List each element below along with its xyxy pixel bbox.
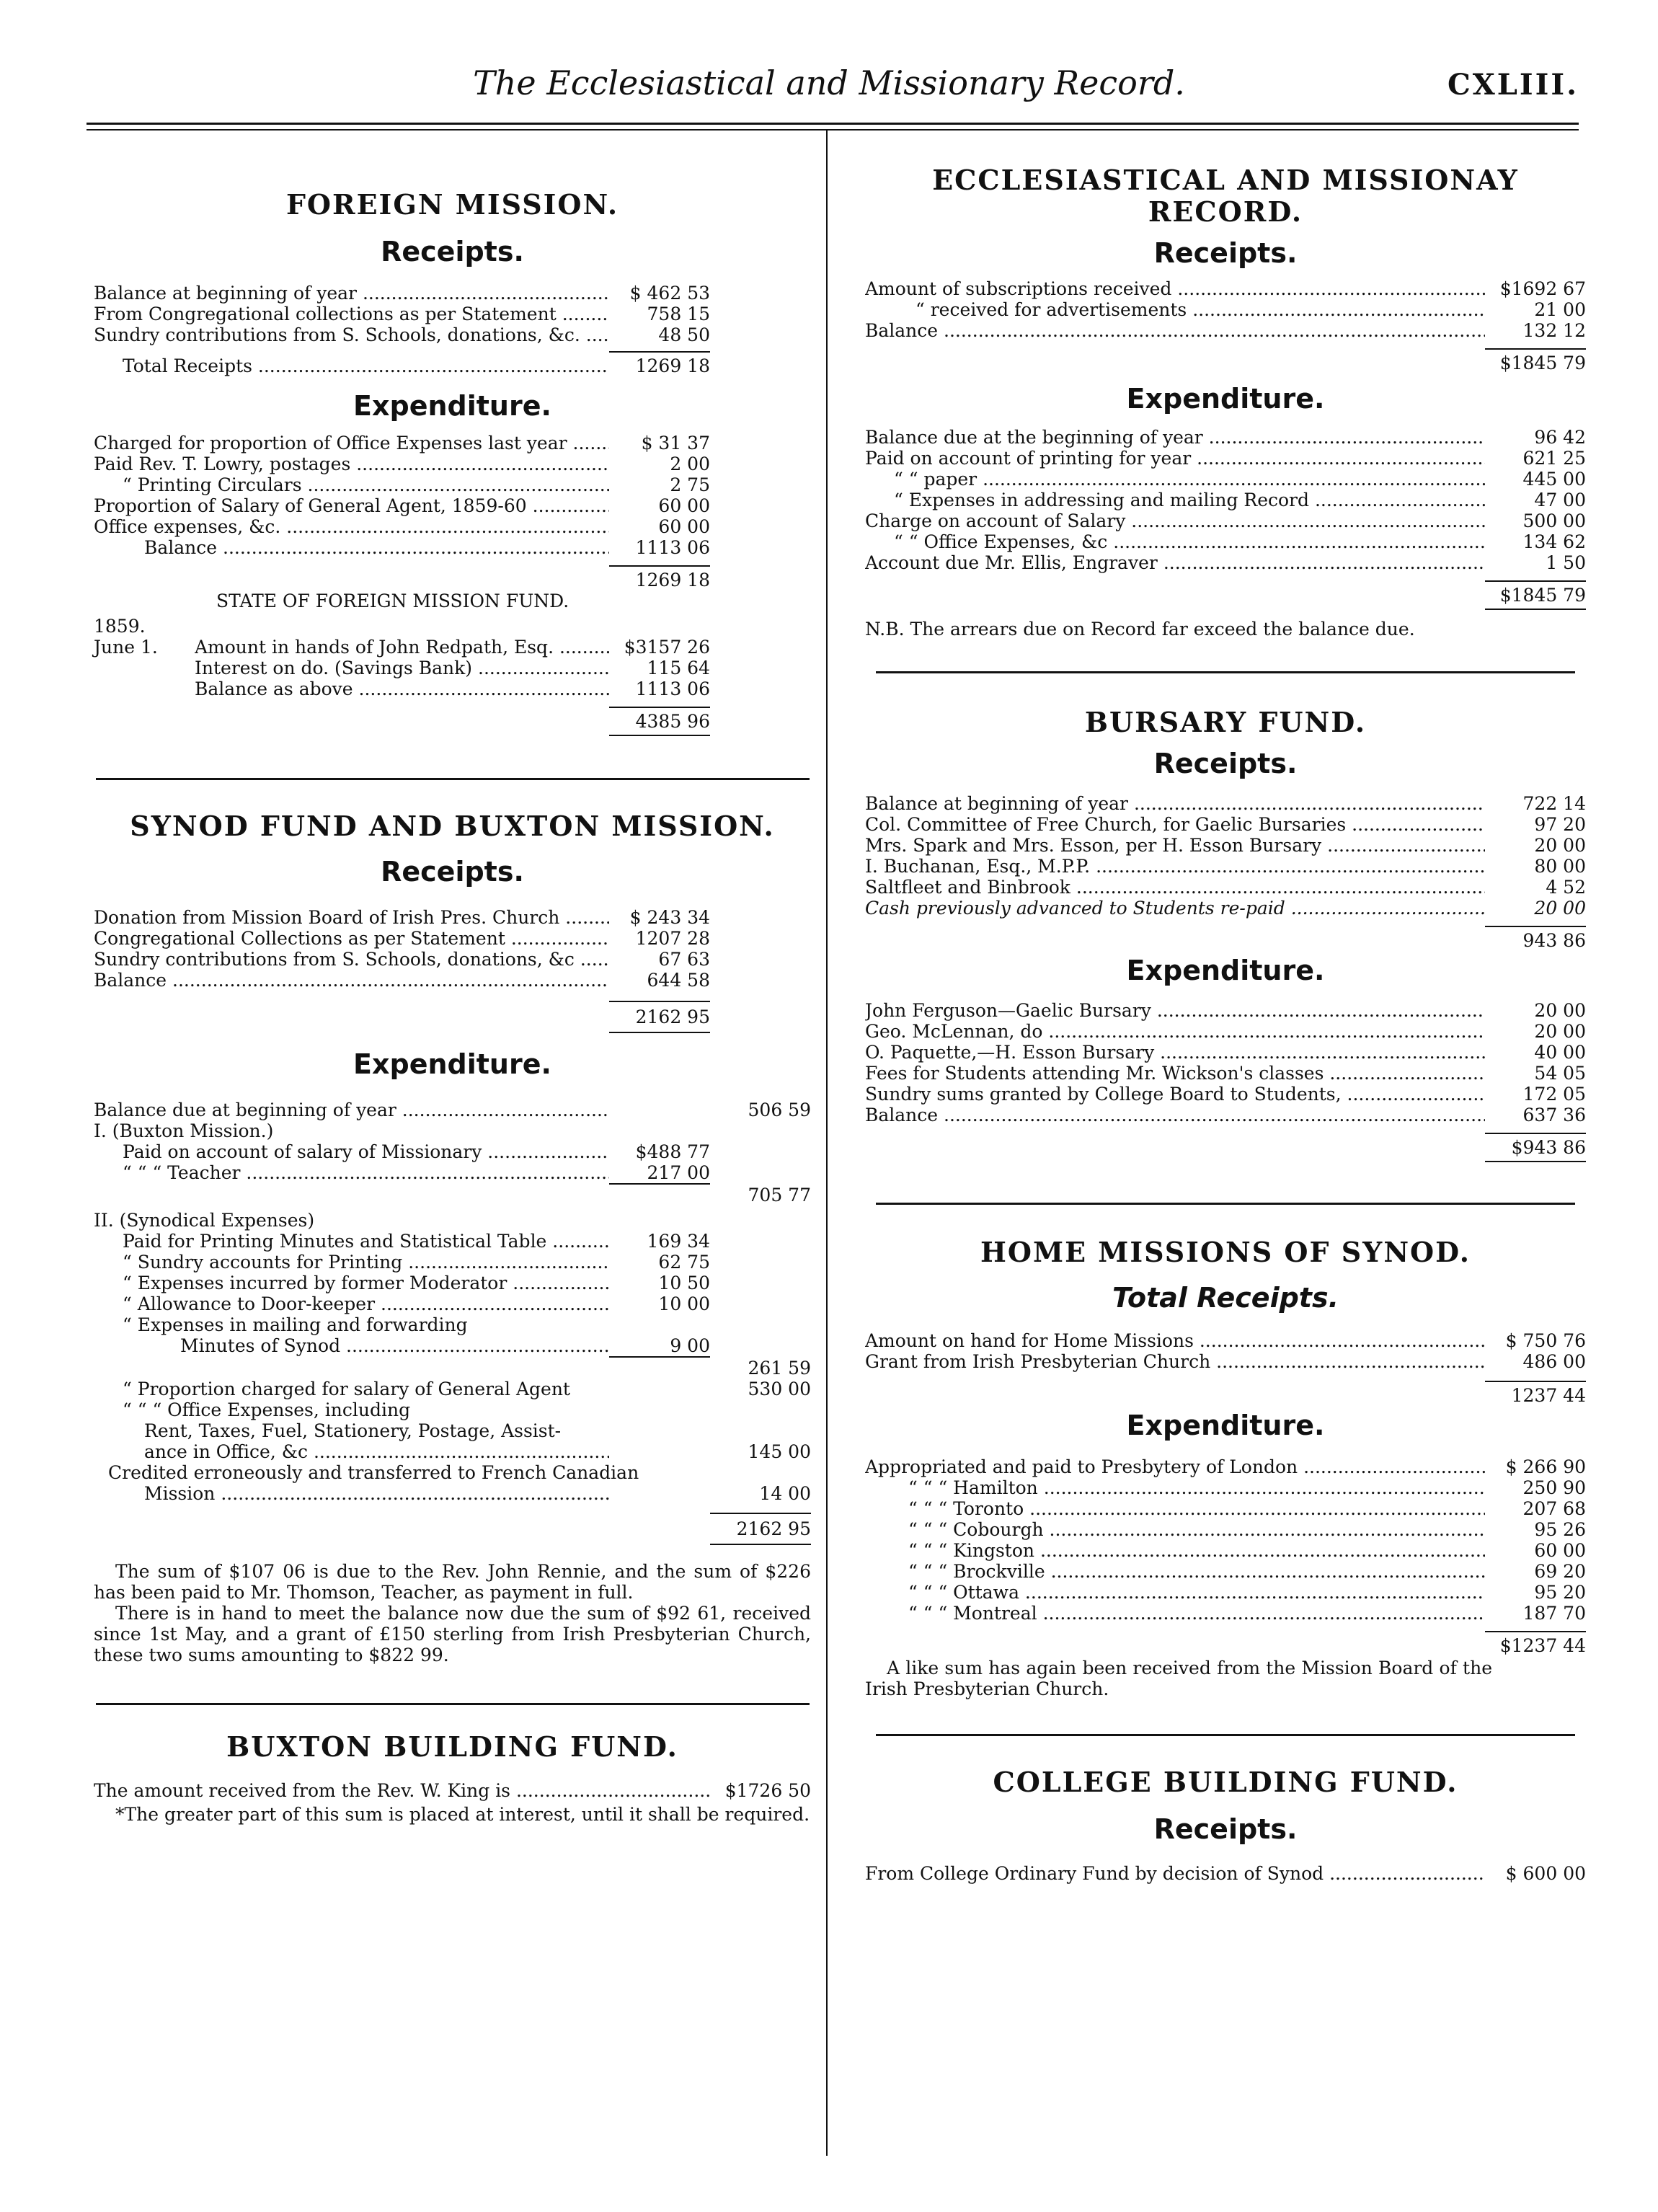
- ledger-row: Credited erroneously and transferred to French Canadian: [108, 1462, 639, 1483]
- ledger-row: From Congregational collections as per Statement ..... 758 15: [94, 304, 811, 324]
- buxton-building-section: [94, 1705, 811, 1825]
- section-title: BUXTON BUILDING FUND.: [226, 1730, 678, 1763]
- ledger-row: “ Expenses incurred by former Moderator ..... 10 50: [94, 1273, 811, 1293]
- expenditure-list: [865, 427, 1586, 573]
- ledger-row: The amount received from the Rev. W. King is ..... $1726 50: [94, 1780, 811, 1801]
- record-section: [865, 130, 1586, 640]
- ledger-row: Fees for Students attending Mr. Wickson's classes ..... 54 05: [865, 1063, 1586, 1084]
- ledger-row: John Ferguson—Gaelic Bursary ..... 20 00: [865, 1000, 1586, 1021]
- ledger-row: “ “ “ Hamilton ..... 250 90: [865, 1477, 1586, 1498]
- ledger-row: Saltfleet and Binbrook ..... 4 52: [865, 877, 1586, 898]
- expenditure-total: 1269 18: [94, 565, 811, 590]
- expenditure-list: [94, 1100, 811, 1504]
- page-number: CXLIII.: [1447, 68, 1579, 102]
- fund-year: 1859.: [94, 616, 146, 637]
- receipts-list: [94, 283, 811, 345]
- bursary-section: [865, 673, 1586, 1162]
- ledger-row: Amount of subscriptions received ..... $1692 67: [865, 278, 1586, 299]
- grand-total: 2162 95: [94, 1513, 811, 1545]
- ledger-row: ance in Office, &c ..... 145 00: [94, 1441, 811, 1462]
- ledger-row: “ Sundry accounts for Printing ..... 62 75: [94, 1252, 811, 1273]
- ledger-row: Account due Mr. Ellis, Engraver ..... 1 50: [865, 552, 1586, 573]
- ledger-row: Minutes of Synod ..... 9 00: [94, 1335, 811, 1356]
- expenditure-heading: Expenditure.: [1126, 955, 1325, 986]
- section-title: SYNOD FUND AND BUXTON MISSION.: [130, 810, 775, 842]
- receipts-total: 943 86: [865, 926, 1586, 951]
- receipts-heading: Receipts.: [381, 236, 524, 267]
- expenditure-heading: Expenditure.: [1126, 383, 1325, 415]
- receipts-list: [865, 793, 1586, 919]
- ledger-row: “ “ “ Teacher ..... 217 00: [94, 1162, 811, 1183]
- ledger-row: Balance ..... 132 12: [865, 320, 1586, 341]
- ledger-row: Sundry sums granted by College Board to Students, ..... 172 05: [865, 1084, 1586, 1105]
- footnote: *The greater part of this sum is placed at interest, until it shall be required.: [115, 1804, 810, 1825]
- ledger-row: Balance ..... 1113 06: [94, 537, 811, 558]
- section-title: HOME MISSIONS OF SYNOD.: [980, 1236, 1471, 1268]
- receipts-heading: Receipts.: [381, 856, 524, 888]
- ledger-row: “ “ “ Ottawa ..... 95 20: [865, 1582, 1586, 1603]
- ledger-row: Cash previously advanced to Students re-paid ..... 20 00: [865, 898, 1586, 919]
- ledger-row: Charge on account of Salary ..... 500 00: [865, 510, 1586, 531]
- ledger-row: O. Paquette,—H. Esson Bursary ..... 40 00: [865, 1042, 1586, 1063]
- expenditure-list: [94, 433, 811, 558]
- ledger-row: Office expenses, &c. ..... 60 00: [94, 516, 811, 537]
- ledger-row: Mission ..... 14 00: [94, 1483, 811, 1504]
- ledger-row: Interest on do. (Savings Bank) ..... 115 64: [94, 658, 811, 678]
- ledger-row: “ “ “ Cobourgh ..... 95 26: [865, 1519, 1586, 1540]
- receipts-list: [865, 1863, 1586, 1884]
- section-title: FOREIGN MISSION.: [285, 188, 619, 221]
- ledger-row: “ “ “ Toronto ..... 207 68: [865, 1498, 1586, 1519]
- ledger-row: Balance at beginning of year ..... 722 14: [865, 793, 1586, 814]
- ledger-row: Appropriated and paid to Presbytery of London ..... $ 266 90: [865, 1456, 1586, 1477]
- left-column: [94, 130, 811, 1825]
- ledger-row: Paid Rev. T. Lowry, postages ..... 2 00: [94, 454, 811, 474]
- ledger-row: Paid on account of printing for year ..... 621 25: [865, 448, 1586, 469]
- ledger-row: Charged for proportion of Office Expenses last year ..... $ 31 37: [94, 433, 811, 454]
- ledger-subtotal: 705 77: [94, 1183, 811, 1205]
- receipts-heading: Total Receipts.: [1112, 1282, 1339, 1314]
- ledger-row: Balance ..... 637 36: [865, 1105, 1586, 1125]
- column-divider: [826, 130, 828, 2156]
- ledger-row: Proportion of Salary of General Agent, 1859-60 ..... 60 00: [94, 495, 811, 516]
- note-paragraph: The sum of $107 06 is due to the Rev. John Rennie, and the sum of $226 has been paid to Mr. Thomson, Teacher, as payment in full.: [94, 1561, 811, 1603]
- receipts-heading: Receipts.: [1153, 748, 1298, 779]
- ledger-row: June 1. Amount in hands of John Redpath, Esq. ..... $3157 26: [94, 637, 811, 658]
- expenditure-total: $1845 79: [865, 580, 1586, 610]
- ledger-row: I. Buchanan, Esq., M.P.P. ..... 80 00: [865, 856, 1586, 877]
- ledger-subtotal: 261 59: [94, 1356, 811, 1379]
- receipts-heading: Receipts.: [1153, 237, 1298, 269]
- home-note: A like sum has again been received from the Mission Board of the Irish Presbyterian Church.: [865, 1658, 1492, 1699]
- ledger-row: “ “ paper ..... 445 00: [865, 469, 1586, 490]
- foreign-mission-section: [94, 130, 811, 736]
- ledger-row: Paid on account of salary of Missionary ..... $488 77: [94, 1141, 811, 1162]
- ledger-row: Col. Committee of Free Church, for Gaelic Bursaries ..... 97 20: [865, 814, 1586, 835]
- expenditure-heading: Expenditure.: [353, 390, 551, 422]
- running-head: [79, 63, 1579, 121]
- ledger-row: Balance due at the beginning of year ..... 96 42: [865, 427, 1586, 448]
- expenditure-list: [865, 1456, 1586, 1624]
- ledger-subheading: I. (Buxton Mission.): [94, 1120, 274, 1141]
- ledger-row: Balance at beginning of year ..... $ 462 53: [94, 283, 811, 304]
- total-receipts: Total Receipts ..... 1269 18: [94, 351, 811, 376]
- receipts-list: [865, 1330, 1586, 1372]
- ledger-row: Mrs. Spark and Mrs. Esson, per H. Esson Bursary ..... 20 00: [865, 835, 1586, 856]
- ledger-row: Congregational Collections as per Statement ..... 1207 28: [94, 928, 811, 949]
- receipts-total: 1237 44: [865, 1381, 1586, 1406]
- fund-list: [94, 637, 811, 699]
- journal-title: The Ecclesiastical and Missionary Record.: [473, 63, 1185, 102]
- ledger-row: “ “ “ Office Expenses, including: [123, 1399, 411, 1420]
- ledger-row: “ Expenses in mailing and forwarding: [123, 1314, 468, 1335]
- receipts-list: [865, 278, 1586, 341]
- receipts-list: [94, 907, 811, 991]
- ledger-row: Sundry contributions from S. Schools, donations, &c ..... 67 63: [94, 949, 811, 970]
- ledger-row: Balance ..... 644 58: [94, 970, 811, 991]
- ledger-row: “ Proportion charged for salary of General Agent 530 00: [123, 1379, 811, 1399]
- receipts-heading: Receipts.: [1153, 1813, 1298, 1845]
- receipts-total: $1845 79: [865, 348, 1586, 373]
- section-title: BURSARY FUND.: [1084, 706, 1367, 738]
- ledger-row: “ “ “ Brockville ..... 69 20: [865, 1561, 1586, 1582]
- right-column: [865, 130, 1586, 1884]
- ledger-row: Balance due at beginning of year ..... 506 59: [94, 1100, 811, 1120]
- home-missions-section: [865, 1205, 1586, 1699]
- receipts-list: [94, 1780, 811, 1801]
- ledger-row: From College Ordinary Fund by decision of Synod ..... $ 600 00: [865, 1863, 1586, 1884]
- ledger-row: “ “ “ Kingston ..... 60 00: [865, 1540, 1586, 1561]
- college-building-section: [865, 1736, 1586, 1884]
- expenditure-total: $1237 44: [865, 1631, 1586, 1656]
- expenditure-list: [865, 1000, 1586, 1125]
- ledger-row: “ Printing Circulars ..... 2 75: [94, 474, 811, 495]
- expenditure-total: $943 86: [865, 1133, 1586, 1162]
- ledger-row: Rent, Taxes, Fuel, Stationery, Postage, Assist-: [144, 1420, 562, 1441]
- record-note: N.B. The arrears due on Record far exceed the balance due.: [865, 619, 1415, 640]
- section-title: ECCLESIASTICAL AND MISSIONAY RECORD.: [932, 164, 1519, 228]
- receipts-total: 2162 95: [94, 1001, 811, 1033]
- ledger-row: “ Allowance to Door-keeper ..... 10 00: [94, 1293, 811, 1314]
- ledger-row: Amount on hand for Home Missions ..... $ 750 76: [865, 1330, 1586, 1351]
- ledger-row: “ Expenses in addressing and mailing Record ..... 47 00: [865, 490, 1586, 510]
- ledger-row: Grant from Irish Presbyterian Church ..... 486 00: [865, 1351, 1586, 1372]
- ledger-row: Donation from Mission Board of Irish Pres. Church ..... $ 243 34: [94, 907, 811, 928]
- synod-notes: [94, 1561, 811, 1665]
- fund-heading: STATE OF FOREIGN MISSION FUND.: [216, 590, 569, 611]
- ledger-row: Balance as above ..... 1113 06: [94, 678, 811, 699]
- ledger-row: Sundry contributions from S. Schools, donations, &c. ..... 48 50: [94, 324, 811, 345]
- ledger-row: “ “ Office Expenses, &c ..... 134 62: [865, 531, 1586, 552]
- ledger-row: “ received for advertisements ..... 21 00: [865, 299, 1586, 320]
- ledger-row: Geo. McLennan, do ..... 20 00: [865, 1021, 1586, 1042]
- expenditure-heading: Expenditure.: [353, 1048, 551, 1080]
- ledger-row: Paid for Printing Minutes and Statistical Table ..... 169 34: [94, 1231, 811, 1252]
- fund-total: 4385 96: [94, 707, 811, 736]
- note-paragraph: There is in hand to meet the balance now due the sum of $92 61, received since 1st May, and a grant of £150 sterling from Irish Presbyterian Church, these two sums amounting to $822 99.: [94, 1603, 811, 1665]
- ledger-row: “ “ “ Montreal ..... 187 70: [865, 1603, 1586, 1624]
- synod-fund-section: [94, 780, 811, 1665]
- expenditure-heading: Expenditure.: [1126, 1410, 1325, 1441]
- section-title: COLLEGE BUILDING FUND.: [993, 1766, 1458, 1798]
- ledger-subheading: II. (Synodical Expenses): [94, 1210, 315, 1231]
